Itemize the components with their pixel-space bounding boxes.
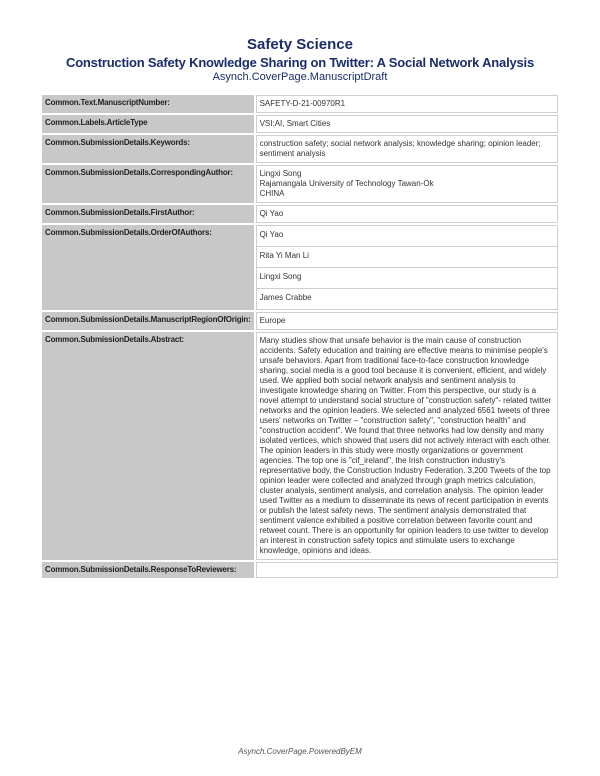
table-row: [42, 135, 558, 163]
page-header: [0, 36, 600, 83]
author-affiliation: Rajamangala University of Technology Tawan-Ok: [259, 179, 434, 188]
row-label: Common.SubmissionDetails.ManuscriptRegionOfOrigin:: [42, 312, 254, 330]
row-label: Common.SubmissionDetails.Keywords:: [42, 135, 254, 163]
journal-name: Safety Science: [247, 36, 353, 53]
row-label: Common.SubmissionDetails.ResponseToReviewers:: [42, 562, 254, 578]
first-author-value: Qi Yao: [256, 205, 558, 223]
author-entry: Qi Yao: [257, 226, 557, 247]
article-type-value: VSI:AI, Smart Cities: [256, 115, 558, 133]
submission-details-table: [40, 93, 560, 580]
author-entry: Rita Yi Man Li: [257, 247, 557, 268]
order-of-authors-value: [256, 225, 558, 310]
table-row: [42, 332, 558, 560]
table-row: [42, 205, 558, 223]
abstract-value: Many studies show that unsafe behavior is the main cause of construction accidents. Safety education and training are effective means to minimise people's unsafe behaviors. Apart from traditional face-to-face construction knowledge sharing, social media is a good tool because it is convenient, efficient, and widely used. We applied both social network analysis and sentiment analysis to investigate knowledge sharing on Twitter. From this perspective, our study is a novel attempt to understand social structure of "construction safety"- related twitter networks and the opinion leaders. We selected and analyzed 6561 tweets of three users' networks on Twitter – "construction safety", "construction health" and "construction accident". We found that three networks had low density and many isolated vertices, which showed that users did not actively interact with each other. The opinion leaders in this study were mostly organizations or government agencies. The top one is "cif_ireland", the Irish construction industry's representative body, the Construction Industry Federation. 3,200 Tweets of the top opinion leader were collected and analyzed through graph metrics calculation, cluster analysis, sentiment analysis, and correlation analysis. The opinion leader used Twitter as a medium to disseminate its news of recent participation in events or publish the latest safety news. The sentiment analysis demonstrated that sentiment valence exhibited a positive correlation between favorite count and retweet count. There is an opportunity for opinion leaders to use twitter to develop an interest in construction safety topics and stimulate users to exchange knowledge, opinions and ideas.: [256, 332, 558, 560]
corresponding-author-value: [256, 165, 558, 203]
table-row: [42, 312, 558, 330]
region-of-origin-value: Europe: [256, 312, 558, 330]
row-label: Common.SubmissionDetails.FirstAuthor:: [42, 205, 254, 223]
article-title: Construction Safety Knowledge Sharing on Twitter: A Social Network Analysis: [66, 55, 534, 70]
page-footer: Asynch.CoverPage.PoweredByEM: [238, 747, 362, 756]
page-subtitle: Asynch.CoverPage.ManuscriptDraft: [212, 71, 388, 83]
table-row: [42, 95, 558, 113]
table-row: [42, 115, 558, 133]
author-country: CHINA: [259, 189, 285, 198]
row-label: Common.Labels.ArticleType: [42, 115, 254, 133]
row-label: Common.SubmissionDetails.Abstract:: [42, 332, 254, 560]
author-entry: James Crabbe: [259, 293, 312, 302]
table-row: [42, 165, 558, 203]
table-row: [42, 225, 558, 310]
manuscript-number-value: SAFETY-D-21-00970R1: [256, 95, 558, 113]
response-to-reviewers-value: [256, 562, 558, 578]
table-row: [42, 562, 558, 578]
author-entry: Lingxi Song: [257, 268, 557, 289]
row-label: Common.Text.ManuscriptNumber:: [42, 95, 254, 113]
keywords-value: construction safety; social network analysis; knowledge sharing; opinion leader; sentiment analysis: [256, 135, 558, 163]
author-name: Lingxi Song: [259, 169, 302, 178]
row-label: Common.SubmissionDetails.OrderOfAuthors:: [42, 225, 254, 310]
row-label: Common.SubmissionDetails.CorrespondingAuthor:: [42, 165, 254, 203]
